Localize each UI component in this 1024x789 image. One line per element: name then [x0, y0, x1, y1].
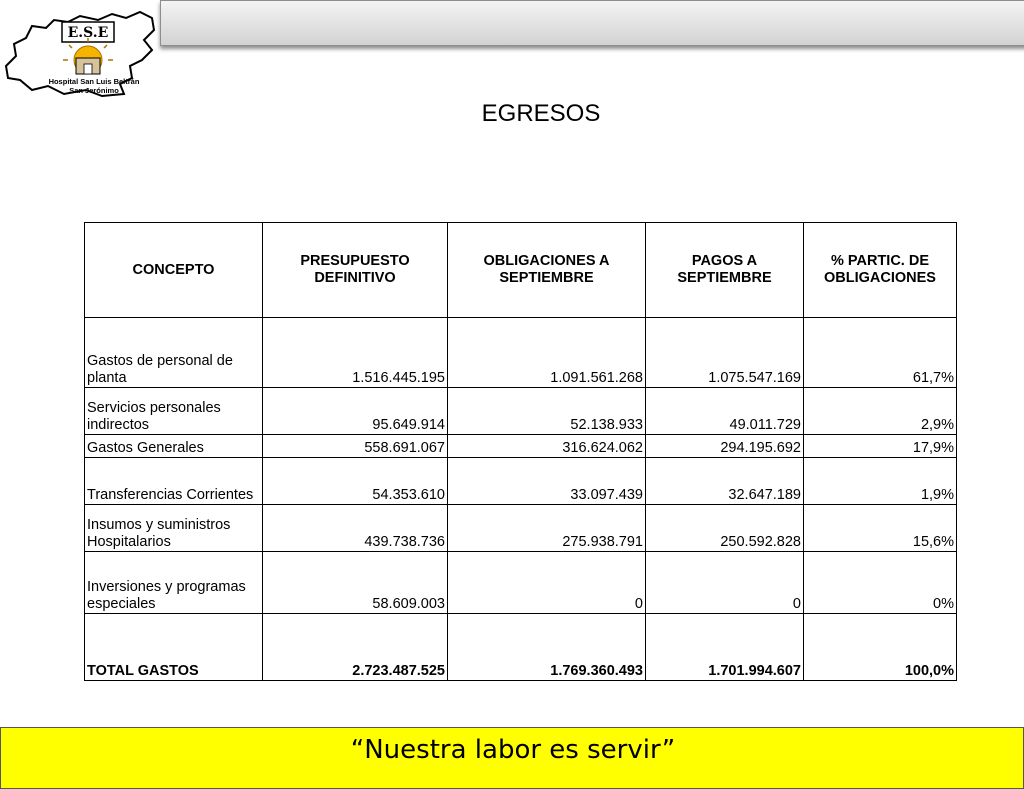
- footer-motto: “Nuestra labor es servir”: [350, 735, 676, 765]
- pagos-cell: 0: [646, 552, 804, 614]
- participacion-cell: 0%: [804, 552, 957, 614]
- participacion-cell: 2,9%: [804, 388, 957, 435]
- header-presupuesto: PRESUPUESTO DEFINITIVO: [263, 223, 448, 318]
- presupuesto-cell: 54.353.610: [263, 458, 448, 505]
- presupuesto-cell: 439.738.736: [263, 505, 448, 552]
- table-row: [85, 505, 957, 552]
- obligaciones-cell: 1.091.561.268: [448, 318, 646, 388]
- total-participacion-cell: 100,0%: [804, 614, 957, 681]
- slide-title: EGRESOS: [481, 100, 601, 127]
- participacion-cell: 17,9%: [804, 435, 957, 458]
- presupuesto-cell: 558.691.067: [263, 435, 448, 458]
- concepto-cell: Gastos de personal de planta: [85, 318, 263, 388]
- logo-line1-text: Hospital San Luis Beltrán: [48, 77, 140, 86]
- table-row: [85, 435, 957, 458]
- total-row: [85, 614, 957, 681]
- table-row: [85, 552, 957, 614]
- total-obligaciones-cell: 1.769.360.493: [448, 614, 646, 681]
- header-concepto: CONCEPTO: [85, 223, 263, 318]
- concepto-cell: Servicios personales indirectos: [85, 388, 263, 435]
- header-pagos: PAGOS A SEPTIEMBRE: [646, 223, 804, 318]
- participacion-cell: 15,6%: [804, 505, 957, 552]
- pagos-cell: 1.075.547.169: [646, 318, 804, 388]
- presupuesto-cell: 1.516.445.195: [263, 318, 448, 388]
- obligaciones-cell: 33.097.439: [448, 458, 646, 505]
- presupuesto-cell: 95.649.914: [263, 388, 448, 435]
- expenses-table: [84, 222, 957, 681]
- pagos-cell: 294.195.692: [646, 435, 804, 458]
- participacion-cell: 1,9%: [804, 458, 957, 505]
- obligaciones-cell: 0: [448, 552, 646, 614]
- logo-line2-text: San Jerónimo: [69, 86, 119, 95]
- header-participacion: % PARTIC. DE OBLIGACIONES: [804, 223, 957, 318]
- concepto-cell: Inversiones y programas especiales: [85, 552, 263, 614]
- header-obligaciones: OBLIGACIONES A SEPTIEMBRE: [448, 223, 646, 318]
- table-header-row: [85, 223, 957, 318]
- pagos-cell: 32.647.189: [646, 458, 804, 505]
- participacion-cell: 61,7%: [804, 318, 957, 388]
- obligaciones-cell: 52.138.933: [448, 388, 646, 435]
- total-label-cell: TOTAL GASTOS: [85, 614, 263, 681]
- total-presupuesto-cell: 2.723.487.525: [263, 614, 448, 681]
- pagos-cell: 49.011.729: [646, 388, 804, 435]
- table-row: [85, 458, 957, 505]
- concepto-cell: Transferencias Corrientes: [85, 458, 263, 505]
- concepto-cell: Gastos Generales: [85, 435, 263, 458]
- presupuesto-cell: 58.609.003: [263, 552, 448, 614]
- hospital-logo: [2, 8, 160, 100]
- table-row: [85, 318, 957, 388]
- table-row: [85, 388, 957, 435]
- header-bar: [160, 0, 1024, 46]
- concepto-cell: Insumos y suministros Hospitalarios: [85, 505, 263, 552]
- footer-banner: [0, 727, 1024, 789]
- total-pagos-cell: 1.701.994.607: [646, 614, 804, 681]
- pagos-cell: 250.592.828: [646, 505, 804, 552]
- obligaciones-cell: 316.624.062: [448, 435, 646, 458]
- logo-org-text: E.S.E: [67, 25, 109, 41]
- obligaciones-cell: 275.938.791: [448, 505, 646, 552]
